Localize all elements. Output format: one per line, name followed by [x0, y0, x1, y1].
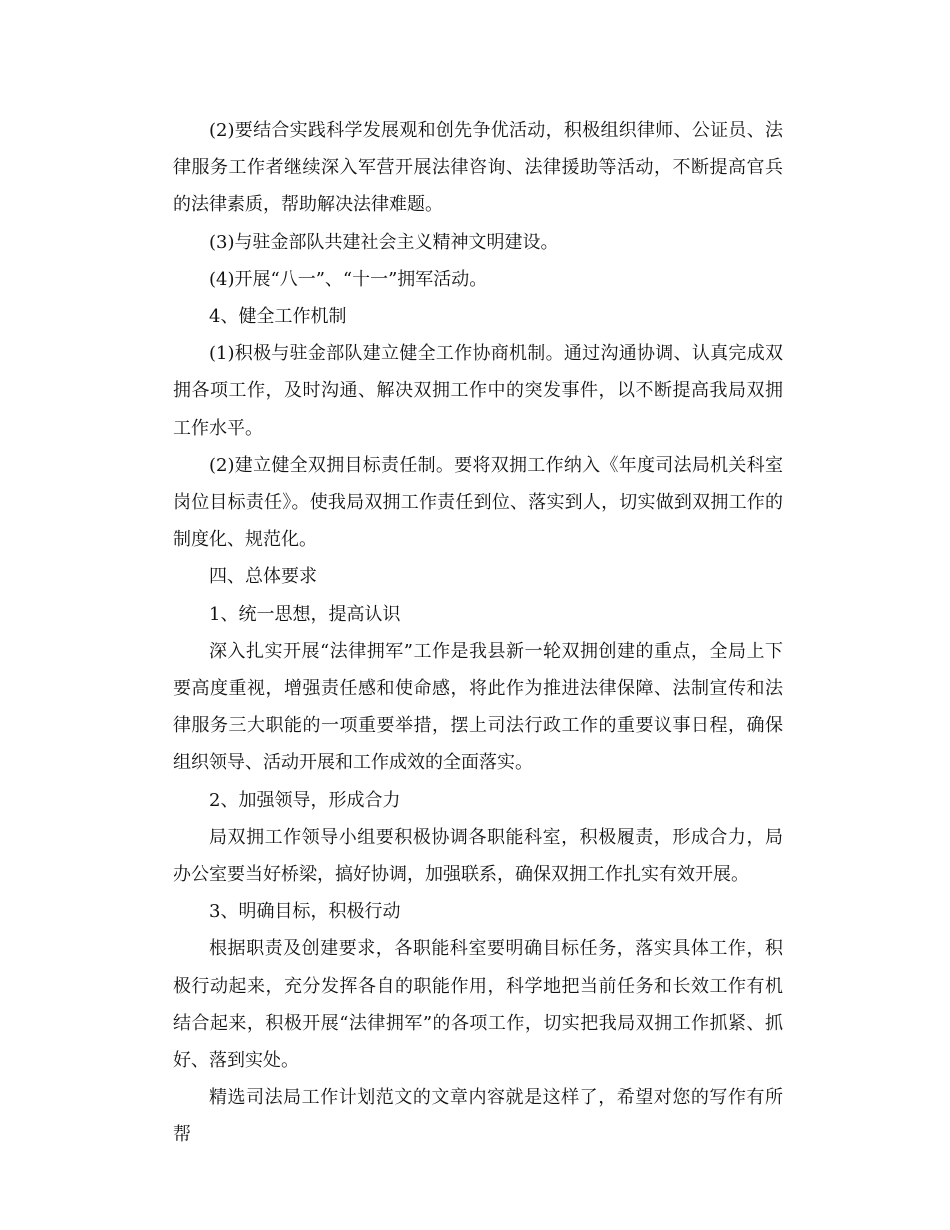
paragraph-unify-thinking: 深入扎实开展“法律拥军”工作是我县新一轮双拥创建的重点，全局上下要高度重视，增强责任感和使命感，将此作为推进法律保障、法制宣传和法律服务三大职能的一项重要举措，摆上司法行政工作的重要议事日程，确保组织领导、活动开展和工作成效的全面落实。 — [173, 640, 783, 774]
paragraph-clear-goals: 根据职责及创建要求，各职能科室要明确目标任务，落实具体工作，积极行动起来，充分发挥各自的职能作用，科学地把当前任务和长效工作有机结合起来，积极开展“法律拥军”的各项工作，切实把我局双拥工作抓紧、抓好、落到实处。 — [173, 938, 783, 1072]
subheading-strengthen-leadership: 2、加强领导，形成合力 — [209, 789, 401, 811]
section-heading-requirements: 四、总体要求 — [209, 566, 317, 588]
paragraph-closing: 精选司法局工作计划范文的文章内容就是这样了，希望对您的写作有所帮 — [173, 1087, 783, 1146]
paragraph-strengthen-leadership: 局双拥工作领导小组要积极协调各职能科室，积极履责，形成合力，局办公室要当好桥梁，搞好协调，加强联系，确保双拥工作扎实有效开展。 — [173, 826, 783, 886]
paragraph-item-2-legal-service: (2)要结合实践科学发展观和创先争优活动，积极组织律师、公证员、法律服务工作者继续深入军营开展法律咨询、法律援助等活动，不断提高官兵的法律素质，帮助解决法律难题。 — [173, 120, 783, 216]
section-heading-mechanism: 4、健全工作机制 — [209, 306, 347, 328]
paragraph-item-1-consultation: (1)积极与驻金部队建立健全工作协商机制。通过沟通协调、认真完成双拥各项工作，及时沟通、解决双拥工作中的突发事件，以不断提高我局双拥工作水平。 — [173, 343, 783, 439]
paragraph-item-3-civilization: (3)与驻金部队共建社会主义精神文明建设。 — [209, 231, 559, 253]
document-body — [173, 112, 783, 1154]
subheading-unify-thinking: 1、统一思想，提高认识 — [209, 603, 401, 625]
paragraph-item-2-responsibility: (2)建立健全双拥目标责任制。要将双拥工作纳入《年度司法局机关科室岗位目标责任》。使我局双拥工作责任到位、落实到人，切实做到双拥工作的制度化、规范化。 — [173, 454, 783, 551]
subheading-clear-goals: 3、明确目标，积极行动 — [209, 901, 401, 923]
paragraph-item-4-activities: (4)开展“八一”、“十一”拥军活动。 — [209, 268, 488, 290]
